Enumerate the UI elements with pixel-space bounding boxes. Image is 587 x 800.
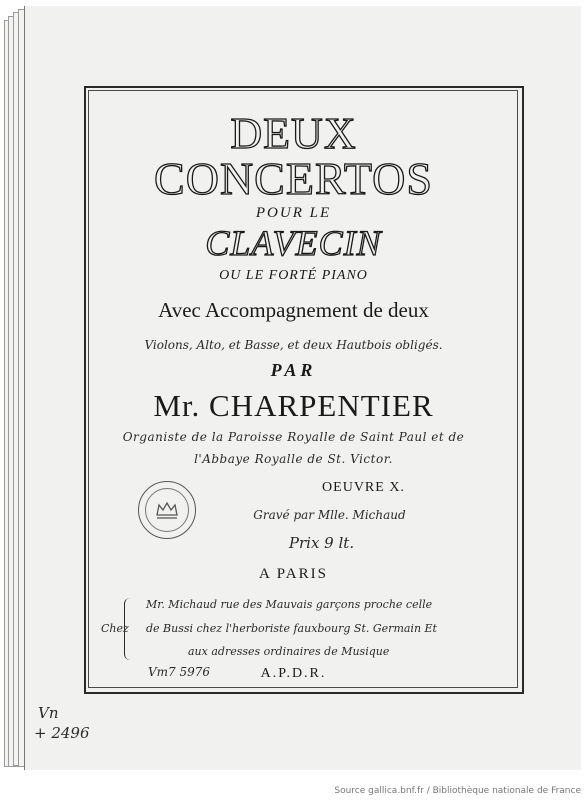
title-concertos: CONCERTOS: [154, 153, 433, 204]
composer-title-line-2: l'Abbaye Royalle de St. Victor.: [194, 452, 393, 466]
address-line-3: aux adresses ordinaires de Musique: [188, 645, 390, 658]
address-chez: Chez: [101, 622, 129, 635]
title-pour-le: POUR LE: [255, 205, 332, 221]
composer-title-line-1: Organiste de la Paroisse Royalle de Saint Paul et de: [122, 430, 465, 444]
instrumentation: Violons, Alto, et Basse, et deux Hautbois obligés.: [144, 338, 443, 352]
address-brace: [124, 598, 135, 660]
privilege-mark: A.P.D.R.: [260, 666, 327, 681]
call-number-outer-2: + 2496: [34, 724, 90, 742]
title-accompaniment: Avec Accompagnement de deux: [158, 298, 429, 322]
opus-number: OEUVRE X.: [322, 480, 405, 495]
title-forte-piano: OU LE FORTÉ PIANO: [219, 268, 368, 283]
composer-name: Mr. CHARPENTIER: [153, 388, 434, 423]
source-credit: Source gallica.bnf.fr / Bibliothèque nationale de France: [334, 786, 581, 796]
title-par: PAR: [270, 360, 317, 380]
call-number-inner: Vm7 5976: [148, 665, 211, 679]
title-deux: DEUX: [230, 109, 357, 158]
address-line-1: Mr. Michaud rue des Mauvais garçons proche celle: [146, 598, 433, 611]
call-number-outer-1: Vn: [38, 704, 59, 722]
title-clavecin: CLAVECIN: [205, 223, 382, 263]
engraver: Gravé par Mlle. Michaud: [253, 508, 406, 522]
price: Prix 9 lt.: [288, 534, 355, 552]
imprint-city: A PARIS: [259, 566, 328, 582]
address-line-2: de Bussi chez l'herboriste fauxbourg St. Germain Et: [146, 622, 437, 635]
